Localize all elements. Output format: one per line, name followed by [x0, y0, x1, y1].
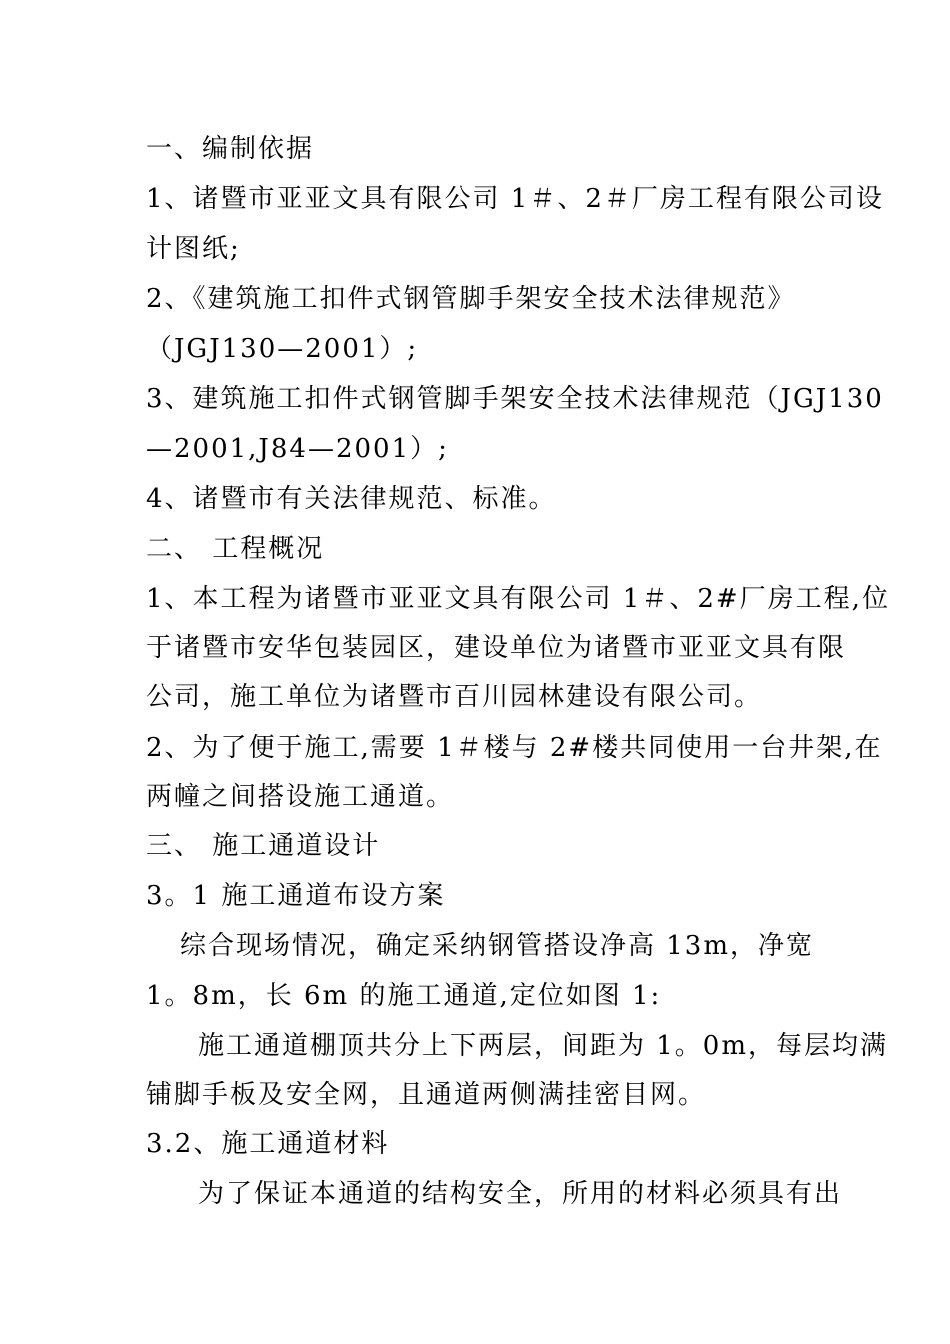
section-heading-basis: 一、编制依据	[146, 134, 315, 164]
basis-item-2: 2、《建筑施工扣件式钢管脚手架安全技术法律规范》	[146, 284, 796, 314]
materials-paragraph: 为了保证本通道的结构安全，所用的材料必须具有出	[198, 1179, 843, 1209]
basis-item-3-cont: —2001,J84—2001）;	[146, 434, 449, 464]
basis-item-4: 4、诸暨市有关法律规范、标准。	[146, 484, 557, 514]
basis-item-1-cont: 计图纸;	[146, 234, 241, 264]
subsection-heading-3-2: 3.2、施工通道材料	[146, 1129, 390, 1159]
design-paragraph-2: 施工通道棚顶共分上下两层，间距为 1。0m，每层均满	[198, 1031, 889, 1061]
overview-item-2-cont: 两幢之间搭设施工通道。	[146, 782, 455, 812]
subsection-heading-3-1: 3。1 施工通道布设方案	[146, 881, 446, 911]
overview-item-2: 2、为了便于施工,需要 1＃楼与 2#楼共同使用一台井架,在	[146, 733, 883, 763]
basis-item-1: 1、诸暨市亚亚文具有限公司 1＃、2＃厂房工程有限公司设	[146, 184, 884, 214]
overview-item-1-cont: 于诸暨市安华包装园区，建设单位为诸暨市亚亚文具有限	[146, 633, 847, 663]
overview-item-1-cont2: 公司，施工单位为诸暨市百川园林建设有限公司。	[146, 682, 763, 712]
basis-item-2-cont: （JGJ130—2001）;	[146, 334, 419, 364]
section-heading-overview: 二、 工程概况	[146, 534, 325, 564]
section-heading-design: 三、 施工通道设计	[146, 831, 381, 861]
overview-item-1: 1、本工程为诸暨市亚亚文具有限公司 1＃、2#厂房工程,位	[146, 584, 890, 614]
design-paragraph-1-cont: 1。8m，长 6m 的施工通道,定位如图 1:	[146, 981, 662, 1011]
basis-item-3: 3、建筑施工扣件式钢管脚手架安全技术法律规范（JGJ130	[146, 384, 884, 414]
design-paragraph-1: 综合现场情况，确定采纳钢管搭设净高 13m，净宽	[180, 931, 815, 961]
design-paragraph-2-cont: 铺脚手板及安全网，且通道两侧满挂密目网。	[146, 1080, 707, 1110]
